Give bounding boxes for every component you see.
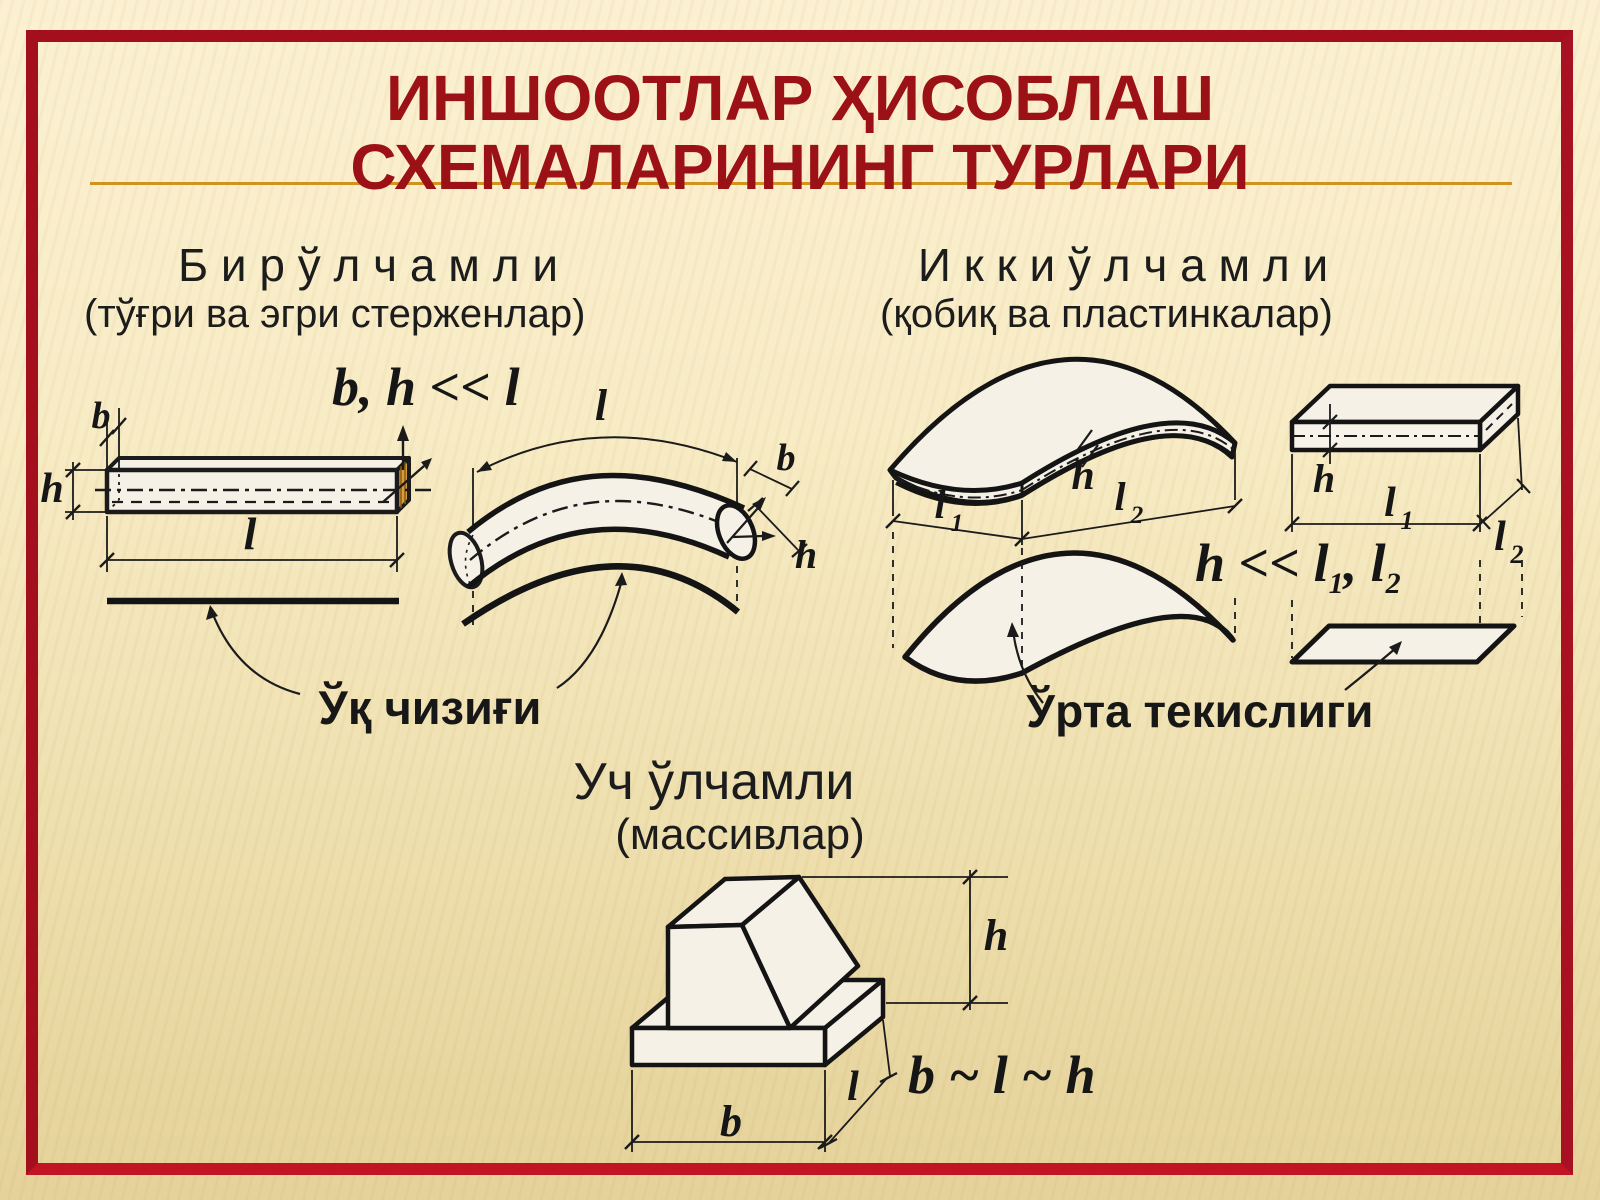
heading-three-dimensional: Уч ўлчамли	[573, 753, 855, 811]
dim-label-l2: l	[1114, 474, 1126, 519]
rod-length-arc	[477, 437, 737, 472]
formula-2d-mid: , l	[1343, 533, 1386, 593]
heading-one-dimensional: Б и р ў л ч а м л и	[177, 239, 559, 291]
mass-diagram	[625, 870, 1008, 1152]
formula-one-dimensional: b, h << l	[332, 357, 520, 417]
dim-label-l2-sub: 2	[1130, 502, 1144, 529]
dim-label-l2-sub: 2	[1510, 540, 1524, 569]
dim-label-l1: l	[934, 482, 946, 527]
dim-label-l1-sub: 1	[1400, 506, 1414, 535]
formula-2d-sub2: 2	[1385, 566, 1401, 600]
dim-line	[755, 505, 799, 551]
formula-2d-sub1: 1	[1328, 566, 1344, 600]
dim-tick	[1517, 479, 1530, 493]
dim-guide	[883, 1020, 890, 1076]
straight-beam-diagram	[40, 395, 435, 694]
arrowhead	[762, 531, 776, 541]
dim-label-h: h	[1312, 456, 1336, 501]
arrowhead	[206, 605, 218, 620]
dim-label-l: l	[847, 1064, 859, 1110]
mass-base-front-face	[632, 1028, 825, 1065]
dim-label-l: l	[243, 508, 257, 559]
middle-plane-label: Ўрта текислиги	[1026, 685, 1374, 737]
dim-tick	[786, 481, 799, 496]
formula-2d-base: h << l	[1195, 533, 1329, 593]
dim-label-l1-sub: 1	[950, 510, 964, 537]
dim-label-b: b	[91, 395, 111, 437]
arrowhead	[477, 461, 492, 472]
page-title-line1: ИНШООТЛАР ҲИСОБЛАШ	[385, 62, 1215, 134]
axis-label-arrow-left	[212, 612, 300, 694]
plate-middle-plane	[1292, 626, 1514, 662]
formula-three-dimensional: b ~ l ~ h	[908, 1045, 1096, 1105]
dim-label-h: h	[794, 532, 818, 577]
curved-rod-diagram	[444, 381, 817, 688]
heading-two-dimensional: И к к и ў л ч а м л и	[917, 239, 1329, 291]
dim-label-b: b	[720, 1097, 742, 1146]
shell-diagram	[886, 359, 1242, 703]
subheading-two-dimensional: (қобиқ ва пластинкалар)	[880, 292, 1333, 336]
section-arrow-right	[733, 536, 764, 537]
formula-two-dimensional	[1195, 532, 1401, 601]
page-title	[0, 64, 1600, 202]
rod-axis-model-arc	[463, 566, 738, 624]
dim-label-h: h	[40, 466, 64, 512]
axis-line-label: Ўқ чизиғи	[318, 681, 542, 734]
arrowhead	[722, 452, 737, 462]
subheading-three-dimensional: (массивлар)	[615, 810, 865, 859]
axis-label-arrow-right	[557, 580, 622, 688]
dim-label-l2: l	[1494, 514, 1506, 560]
dim-label-b: b	[776, 437, 796, 479]
arrowhead	[397, 425, 409, 441]
dim-label-h: h	[1071, 453, 1095, 499]
shell-middle-surface	[905, 553, 1233, 681]
dim-label-l1: l	[1384, 480, 1396, 526]
page-title-line2: СХЕМАЛАРИНИНГ ТУРЛАРИ	[350, 131, 1250, 204]
dim-label-h: h	[983, 911, 1009, 960]
dim-label-l: l	[594, 381, 608, 430]
dim-tick	[744, 461, 757, 476]
dim-tick	[880, 1073, 897, 1082]
arrowhead	[615, 572, 627, 586]
subheading-one-dimensional: (тўғри ва эгри стерженлар)	[84, 292, 586, 336]
